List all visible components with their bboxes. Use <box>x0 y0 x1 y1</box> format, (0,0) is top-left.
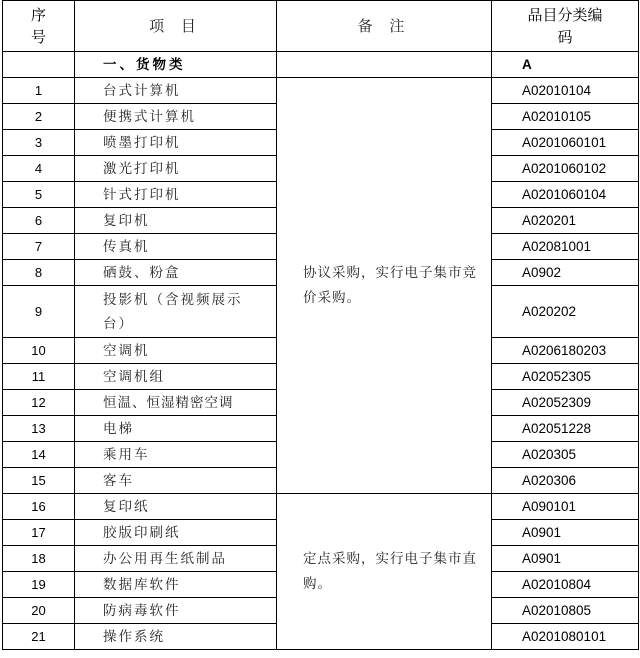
row-code: A0201060102 <box>492 156 639 182</box>
row-item: 客车 <box>75 468 277 494</box>
row-item: 胶版印刷纸 <box>75 520 277 546</box>
category-note-cell <box>277 52 492 78</box>
row-num: 5 <box>3 182 75 208</box>
row-code: A0901 <box>492 546 639 572</box>
row-item: 防病毒软件 <box>75 598 277 624</box>
row-code: A02010105 <box>492 104 639 130</box>
row-item: 办公用再生纸制品 <box>75 546 277 572</box>
category-name: 一、货物类 <box>75 52 277 78</box>
row-num: 2 <box>3 104 75 130</box>
row-num: 1 <box>3 78 75 104</box>
row-item: 数据库软件 <box>75 572 277 598</box>
row-item: 喷墨打印机 <box>75 130 277 156</box>
row-num: 15 <box>3 468 75 494</box>
row-code: A02010804 <box>492 572 639 598</box>
row-code: A0201060104 <box>492 182 639 208</box>
header-note: 备 注 <box>277 1 492 52</box>
category-seq-cell <box>3 52 75 78</box>
row-code: A0201060101 <box>492 130 639 156</box>
row-num: 16 <box>3 494 75 520</box>
row-item: 针式打印机 <box>75 182 277 208</box>
row-item: 恒温、恒湿精密空调 <box>75 390 277 416</box>
row-code: A020306 <box>492 468 639 494</box>
row-code: A020202 <box>492 286 639 338</box>
row-item: 投影机（含视频展示台） <box>75 286 277 338</box>
row-code: A0901 <box>492 520 639 546</box>
row-code: A0902 <box>492 260 639 286</box>
row-num: 11 <box>3 364 75 390</box>
header-row <box>3 1 639 52</box>
row-code: A0206180203 <box>492 338 639 364</box>
row-code: A02052305 <box>492 364 639 390</box>
row-item: 电梯 <box>75 416 277 442</box>
row-item: 激光打印机 <box>75 156 277 182</box>
note-group-2: 定点采购，实行电子集市直购。 <box>277 494 492 650</box>
row-code: A020201 <box>492 208 639 234</box>
procurement-catalog-table <box>2 0 639 650</box>
header-seq: 序 号 <box>3 1 75 52</box>
category-code: A <box>492 52 639 78</box>
row-item: 操作系统 <box>75 624 277 650</box>
row-code: A02010805 <box>492 598 639 624</box>
row-code: A02051228 <box>492 416 639 442</box>
row-num: 17 <box>3 520 75 546</box>
category-row <box>3 52 639 78</box>
row-item: 复印纸 <box>75 494 277 520</box>
row-item: 硒鼓、粉盒 <box>75 260 277 286</box>
row-num: 9 <box>3 286 75 338</box>
row-num: 7 <box>3 234 75 260</box>
row-num: 13 <box>3 416 75 442</box>
row-item: 乘用车 <box>75 442 277 468</box>
row-item: 空调机组 <box>75 364 277 390</box>
header-item: 项 目 <box>75 1 277 52</box>
row-item: 空调机 <box>75 338 277 364</box>
row-num: 3 <box>3 130 75 156</box>
row-code: A0201080101 <box>492 624 639 650</box>
note-group-1: 协议采购，实行电子集市竞价采购。 <box>277 78 492 494</box>
row-num: 21 <box>3 624 75 650</box>
row-num: 8 <box>3 260 75 286</box>
table-row <box>3 78 639 104</box>
row-item: 台式计算机 <box>75 78 277 104</box>
header-code: 品目分类编 码 <box>492 1 639 52</box>
row-code: A02010104 <box>492 78 639 104</box>
row-code: A02052309 <box>492 390 639 416</box>
row-item: 复印机 <box>75 208 277 234</box>
row-num: 6 <box>3 208 75 234</box>
table-row <box>3 494 639 520</box>
row-num: 18 <box>3 546 75 572</box>
row-num: 14 <box>3 442 75 468</box>
row-code: A020305 <box>492 442 639 468</box>
row-num: 20 <box>3 598 75 624</box>
row-num: 19 <box>3 572 75 598</box>
row-num: 4 <box>3 156 75 182</box>
row-code: A02081001 <box>492 234 639 260</box>
row-num: 12 <box>3 390 75 416</box>
row-item: 传真机 <box>75 234 277 260</box>
row-code: A090101 <box>492 494 639 520</box>
row-num: 10 <box>3 338 75 364</box>
row-item: 便携式计算机 <box>75 104 277 130</box>
